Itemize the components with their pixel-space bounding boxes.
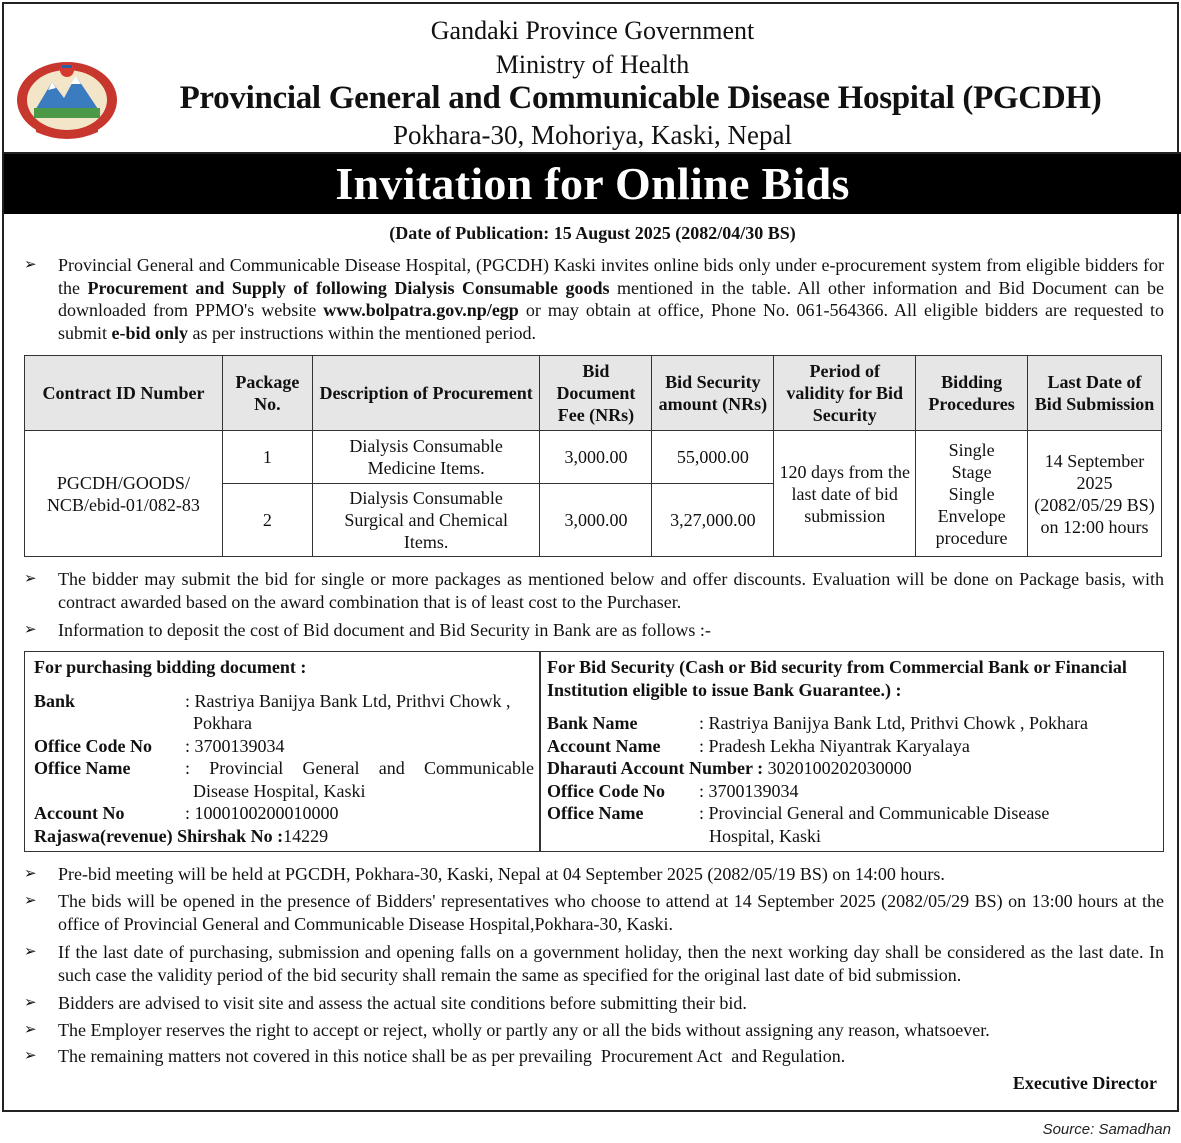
bid-security-bank-info [547, 656, 1157, 847]
office-name-row: Office Name : Provincial General and Communicable Disease Hospital, Kaski [547, 803, 1050, 846]
package-cell: 1 [222, 431, 312, 484]
arrow-bullet-icon: ➢ [24, 995, 37, 1011]
bank-row: Bank Name : Rastriya Banijya Bank Ltd, Prithvi Chowk , Pokhara [547, 713, 1088, 733]
revenue-row: Rajaswa(revenue) Shirshak No : 14229 [34, 825, 329, 846]
description-cell: Dialysis Consumable Medicine Items. [312, 431, 540, 484]
procedure-cell: Single Stage Single Envelope procedure [916, 431, 1028, 557]
arrow-bullet-icon: ➢ [24, 944, 37, 960]
bid-document-bank-info [34, 656, 534, 847]
package-cell: 2 [222, 484, 312, 557]
office-name-row: Office Name : Provincial General and Communicable Disease Hospital, Kaski [34, 758, 534, 801]
bullet-item: ➢ Information to deposit the cost of Bid document and Bid Security in Bank are as follows :- [24, 620, 711, 640]
bullet-item: ➢ The remaining matters not covered in this notice shall be as per prevailing Procurement Act and Regulation. [24, 1046, 846, 1066]
table-header: Bid Document Fee (NRs) [540, 356, 652, 431]
table-header: Contract ID Number [25, 356, 223, 431]
bank-row: Bank : Rastriya Banijya Bank Ltd, Prithvi Chowk , Pokhara [34, 690, 511, 733]
table-header: Last Date of Bid Submission [1028, 356, 1162, 431]
bullet-item: ➢ Bidders are advised to visit site and assess the actual site conditions before submitting their bid. [24, 993, 747, 1013]
table-header: Bid Security amount (NRs) [652, 356, 774, 431]
office-code-row: Office Code No : 3700139034 [34, 735, 285, 756]
description-cell: Dialysis Consumable Surgical and Chemical Items. [312, 484, 540, 557]
arrow-bullet-icon: ➢ [24, 571, 37, 587]
bullet-item: ➢ Pre-bid meeting will be held at PGCDH, Pokhara-30, Kaski, Nepal at 04 September 2025 (2082/05/19 BS) on 14:00 hours. [24, 864, 945, 884]
signatory: Executive Director [1012, 1073, 1157, 1093]
arrow-bullet-icon: ➢ [24, 866, 37, 882]
table-row [25, 431, 1162, 484]
table-header: Bidding Procedures [916, 356, 1028, 431]
government-name: Gandaki Province Government [430, 16, 755, 45]
box-divider [539, 652, 541, 851]
bank-info-title: For purchasing bidding document : [34, 657, 307, 677]
bullet-item: ➢ The bids will be opened in the presence of Bidders' representatives who choose to attend at 14 September 2025 (2082/05/29 BS) on 13:00 hours at the office of Provincial General and Communicable Disease Hospital,Pokhara-30, Kaski. [24, 891, 1164, 934]
bullet-item: ➢ If the last date of purchasing, submission and opening falls on a government holiday, then the next working day shall be considered as the last date. In such case the validity period of the bid security shall remain the same as specified for the original last date of bid submission. [24, 942, 1164, 985]
contract-id-cell: PGCDH/GOODS/ NCB/ebid-01/082-83 [25, 431, 223, 557]
security-cell: 3,27,000.00 [652, 484, 774, 557]
fee-cell: 3,000.00 [540, 431, 652, 484]
fee-cell: 3,000.00 [540, 484, 652, 557]
bullet-item: ➢ The Employer reserves the right to accept or reject, wholly or partly any or all the bids without assigning any reason, whatsoever. [24, 1020, 990, 1040]
arrow-bullet-icon: ➢ [24, 893, 37, 909]
intro-paragraph: ➢ Provincial General and Communicable Disease Hospital, (PGCDH) Kaski invites online bids only under e-procurement system from eligible bidders for the Procurement and Supply of following Dialysis Consumable goods mentioned in the table. All other information and Bid Document can be downloaded from PPMO's website www.bolpatra.gov.np/egp or may obtain at office, Phone No. 061-564366. All eligible bidders are requested to submit e-bid only as per instructions within the mentioned period. [24, 255, 1165, 343]
table-header-row [25, 356, 1162, 431]
arrow-bullet-icon: ➢ [24, 257, 37, 273]
table-header: Package No. [222, 356, 312, 431]
office-code-row: Office Code No : 3700139034 [547, 780, 799, 801]
hospital-name: Provincial General and Communicable Disease Hospital (PGCDH) [179, 80, 1102, 116]
account-row: Account No : 1000100200010000 [34, 803, 339, 823]
account-name-row: Account Name : Pradesh Lekha Niyantrak Karyalaya [547, 735, 970, 756]
bank-info-box [24, 651, 1164, 852]
bank-info-title: For Bid Security (Cash or Bid security from Commercial Bank or Financial Institution eligible to issue Bank Guarantee.) : [547, 657, 1127, 700]
arrow-bullet-icon: ➢ [24, 1048, 37, 1064]
notice-title-banner: Invitation for Online Bids [4, 154, 1181, 214]
publication-date: (Date of Publication: 15 August 2025 (2082/04/30 BS) [389, 223, 796, 243]
source-credit: Source: Samadhan [1042, 1121, 1171, 1138]
notice-frame [2, 2, 1179, 1112]
dharauti-row: Dharauti Account Number : 3020100202030000 [547, 758, 912, 778]
table-header: Period of validity for Bid Security [774, 356, 916, 431]
last-date-cell: 14 September 2025 (2082/05/29 BS) on 12:00 hours [1028, 431, 1162, 557]
arrow-bullet-icon: ➢ [24, 1022, 37, 1038]
bid-table [24, 355, 1162, 557]
ministry-name: Ministry of Health [495, 50, 690, 79]
arrow-bullet-icon: ➢ [24, 622, 37, 638]
validity-cell: 120 days from the last date of bid submission [774, 431, 916, 557]
bullet-item: ➢ The bidder may submit the bid for single or more packages as mentioned below and offer discounts. Evaluation will be done on Package basis, with contract awarded based on the award combination that is of least cost to the Purchaser. [24, 569, 1164, 612]
notice-header [4, 4, 1181, 154]
hospital-address: Pokhara-30, Mohoriya, Kaski, Nepal [393, 120, 792, 150]
security-cell: 55,000.00 [652, 431, 774, 484]
table-header: Description of Procurement [312, 356, 540, 431]
